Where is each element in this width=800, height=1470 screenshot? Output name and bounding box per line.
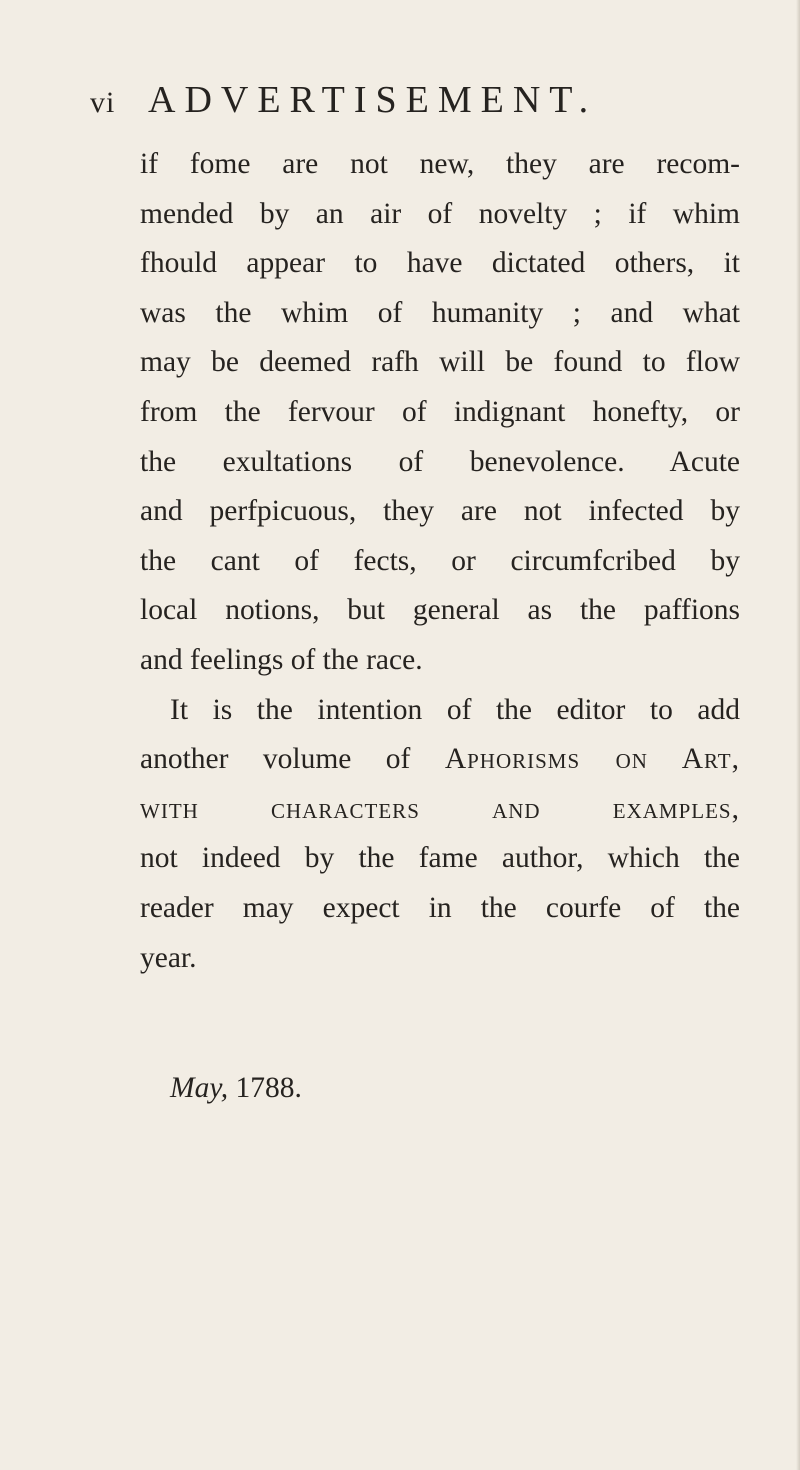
page-header [90,78,730,128]
text-line: mended by an air of novelty ; if whim [140,197,740,230]
text-line [140,735,740,785]
running-title: ADVERTISEMENT. [148,79,598,121]
page-number: vi [90,86,116,119]
text-line: may be deemed rafh will be found to flow [140,346,740,379]
text-line: fhould appear to have dictated others, it [140,247,740,280]
date-month: May, [170,1072,229,1104]
text-line: the cant of fects, or circumfcribed by [140,544,740,577]
book-title-smallcaps: with characters and examples, [140,792,740,825]
text-segment: another volume of [140,743,445,776]
text-line: local notions, but general as the paffions [140,594,740,627]
text-line: It is the intention of the editor to add [170,693,740,726]
text-line: from the fervour of indignant honefty, or [140,395,740,428]
text-line: not indeed by the fame author, which the [140,842,740,875]
text-line: the exultations of benevolence. Acute [140,445,740,478]
text-line: reader may expect in the courfe of the [140,891,740,924]
text-line: was the whim of humanity ; and what [140,296,740,329]
book-title-smallcaps: Aphorisms on Art, [444,743,740,776]
text-line: and feelings of the race. [140,643,423,676]
page-edge-shadow [796,0,800,1470]
body-text [140,140,740,983]
date-year: 1788. [235,1072,302,1104]
text-line: if fome are not new, they are recom- [140,148,740,180]
text-line: and perfpicuous, they are not infected by [140,495,740,528]
dateline [170,1072,302,1105]
text-line: year. [140,941,197,974]
